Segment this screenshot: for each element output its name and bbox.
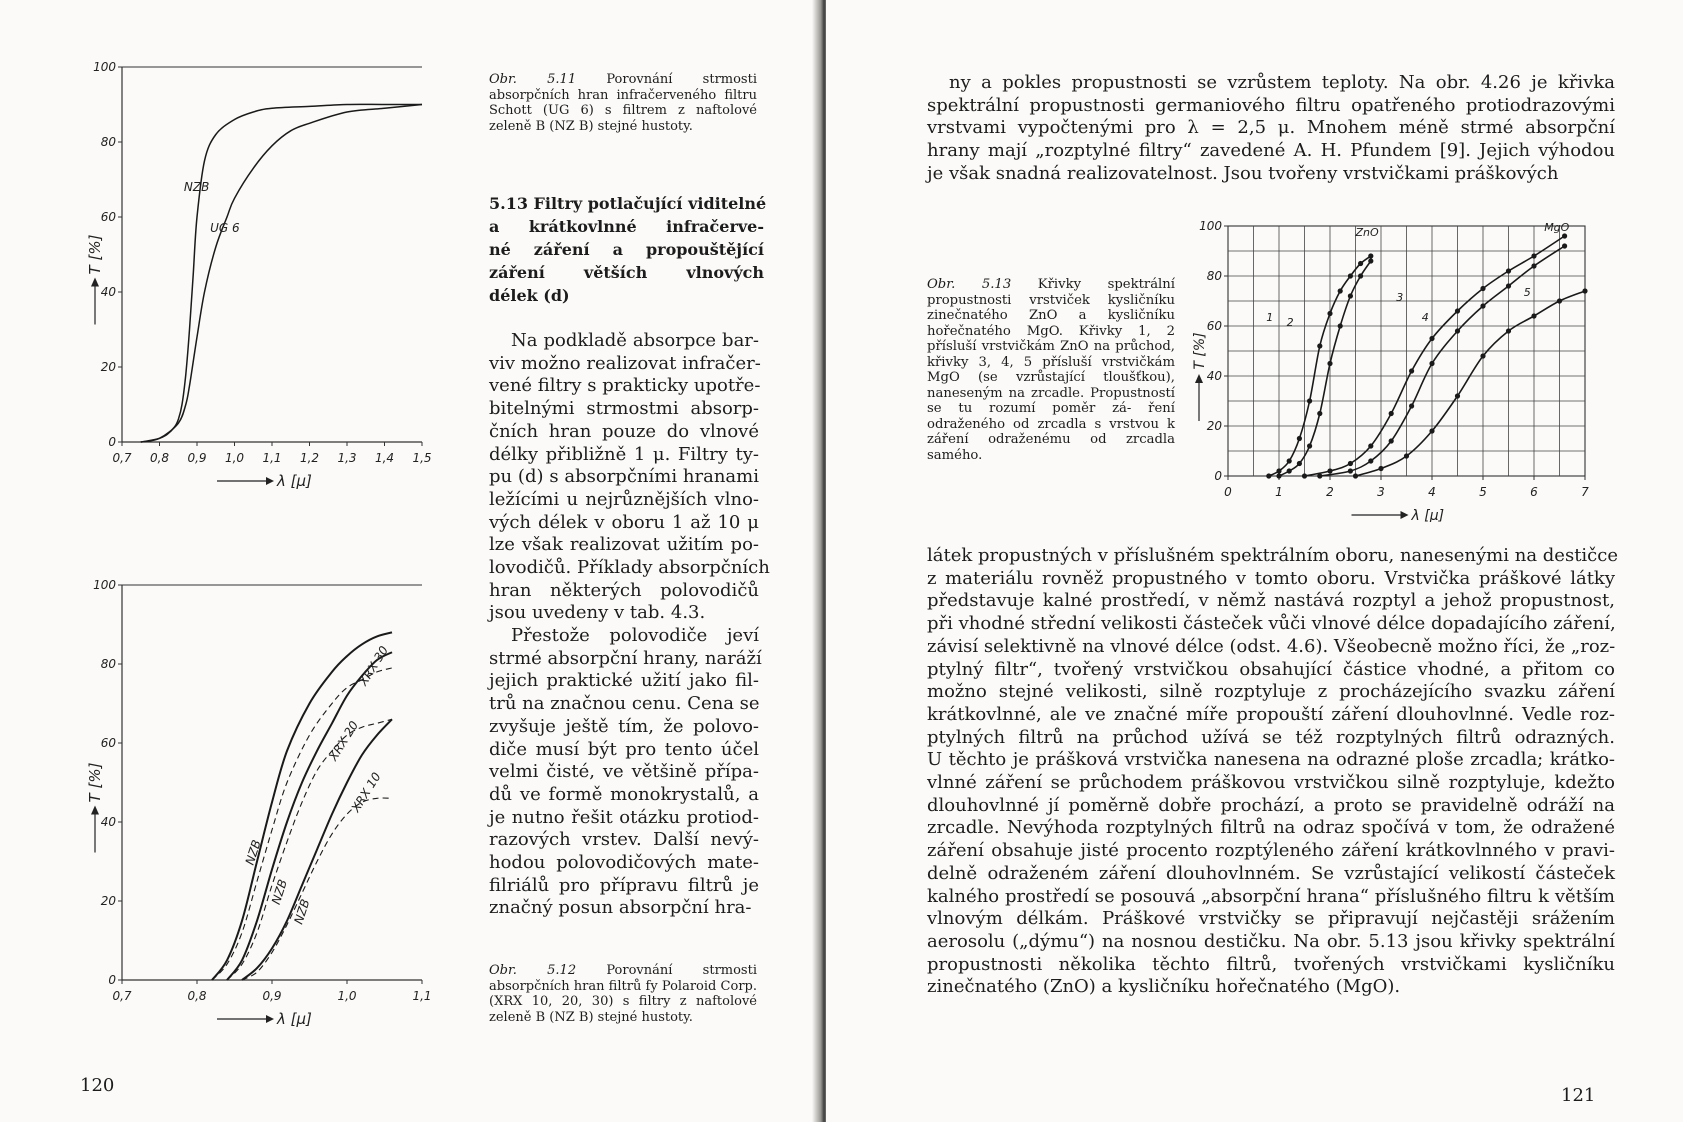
data-point xyxy=(1562,243,1567,248)
data-point xyxy=(1348,273,1353,278)
right-body-top xyxy=(927,72,1615,186)
data-point xyxy=(1353,473,1358,478)
y-tick-label: 0 xyxy=(1214,469,1222,483)
x-tick-label: 0,8 xyxy=(187,989,207,1003)
data-point xyxy=(1506,328,1511,333)
data-point xyxy=(1368,443,1373,448)
x-tick-label: 0,9 xyxy=(262,989,282,1003)
body-line: jsou uvedeny v tab. 4.3. xyxy=(489,602,706,624)
left-body-paragraph-2 xyxy=(489,625,762,920)
figure-5-12-caption-text: Porovnání strmosti absorpčních hran filtrů fy Polaroid Corp. (XRX 10, 20, 30) s filtry z naftolové zeleně B (NZ B) stejné hustoty. xyxy=(489,963,757,1025)
data-point xyxy=(1506,268,1511,273)
y-tick-label: 40 xyxy=(100,815,116,829)
data-point xyxy=(1266,473,1271,478)
section-heading xyxy=(489,192,767,307)
body-line: dů ve formě monokrystalů, a xyxy=(489,783,759,805)
x-tick-label: 1,2 xyxy=(299,451,320,465)
data-point xyxy=(1276,468,1281,473)
body-line: bitelnými strmostmi absorp- xyxy=(489,398,759,420)
x-tick-label: 0,7 xyxy=(112,451,132,465)
series-line-1 xyxy=(1279,261,1371,476)
curve-label-6: 5 xyxy=(1523,286,1531,299)
data-point xyxy=(1348,293,1353,298)
data-point xyxy=(1409,403,1414,408)
data-point xyxy=(1389,411,1394,416)
x-tick-label: 1,1 xyxy=(262,451,282,465)
x-tick-label: 3 xyxy=(1377,485,1385,499)
body-line: vlnovým délkám. Práškové vrstvičky se připravují nejčastěji srážením xyxy=(927,908,1615,930)
y-tick-label: 60 xyxy=(100,210,116,224)
y-tick-label: 100 xyxy=(93,578,116,592)
data-point xyxy=(1404,453,1409,458)
series-line-2 xyxy=(227,652,392,980)
x-tick-label: 1,4 xyxy=(374,451,395,465)
data-point xyxy=(1287,468,1292,473)
y-tick-label: 0 xyxy=(108,973,116,987)
body-line: závisí selektivně na vlnové délce (odst. 4.6). Všeobecně možno říci, že „roz- xyxy=(927,635,1616,657)
data-point xyxy=(1358,273,1363,278)
curve-label-4: 3 xyxy=(1396,291,1404,304)
body-line: látek propustných v příslušném spektrálním oboru, nanesenými na destičce xyxy=(927,545,1618,566)
x-tick-label: 1,5 xyxy=(412,451,432,465)
x-tick-label: 4 xyxy=(1428,485,1436,499)
data-point xyxy=(1455,393,1460,398)
y-tick-label: 80 xyxy=(1206,269,1222,283)
x-tick-label: 1,0 xyxy=(337,989,357,1003)
x-axis-arrowhead xyxy=(266,1015,274,1023)
data-point xyxy=(1297,461,1302,466)
x-tick-label: 6 xyxy=(1530,485,1538,499)
series-line-0 xyxy=(141,104,422,442)
data-point xyxy=(1287,458,1292,463)
figure-5-11-label: Obr. 5.11 xyxy=(489,72,577,87)
body-line: při vhodné střední velikosti částeček vůči vlnové délce dopadajícího záření, xyxy=(927,613,1616,635)
body-line: Na podkladě absorpce bar- xyxy=(511,330,759,351)
data-point xyxy=(1531,253,1536,258)
body-line: delně odraženém záření dlouhovlnném. Se vzrůstající velikostí částeček xyxy=(927,862,1615,884)
body-line: zrcadle. Nevýhoda rozptylných filtrů na odraz spočívá v tom, že odražené xyxy=(927,817,1615,839)
section-heading-line: délek (d) xyxy=(489,286,570,305)
body-line: hran některých polovodičů xyxy=(489,579,759,601)
data-point xyxy=(1327,311,1332,316)
data-point xyxy=(1317,473,1322,478)
data-point xyxy=(1531,313,1536,318)
y-tick-label: 40 xyxy=(1206,369,1222,383)
curve-label-0: XRX 30 xyxy=(356,643,392,689)
curve-label-3: NZB xyxy=(242,838,264,867)
body-line: délky přibližně 1 μ. Filtry ty- xyxy=(489,443,759,465)
y-axis-arrowhead xyxy=(91,278,99,287)
x-axis-arrowhead xyxy=(266,477,274,485)
body-line: trů na značnou cenu. Cena se xyxy=(489,693,760,715)
data-point xyxy=(1368,253,1373,258)
x-tick-label: 7 xyxy=(1581,485,1589,499)
data-point xyxy=(1327,468,1332,473)
curve-label-5: 4 xyxy=(1421,311,1429,324)
y-axis-arrowhead xyxy=(91,806,99,815)
body-line: spektrální propustnosti germaniového filtru opatřeného protiodrazovými xyxy=(927,94,1615,116)
figure-5-12-caption xyxy=(489,963,757,1025)
page-number-right: 121 xyxy=(1561,1085,1596,1106)
y-axis-label: T [%] xyxy=(1192,332,1208,370)
data-point xyxy=(1307,398,1312,403)
body-line: razových vrstev. Další nevý- xyxy=(489,829,759,851)
page-number-left: 120 xyxy=(80,1075,115,1096)
x-tick-label: 0,9 xyxy=(187,451,207,465)
body-line: hodou polovodičových mate- xyxy=(489,852,759,874)
curve-label-0: ZnO xyxy=(1355,226,1379,239)
body-line: kalného prostředí se posouvá „absorpční hrana“ příslušného filtru k větším xyxy=(927,885,1615,907)
y-tick-label: 20 xyxy=(100,894,116,908)
data-point xyxy=(1455,328,1460,333)
body-line: pu (d) s absorpčními hranami xyxy=(489,466,759,488)
data-point xyxy=(1582,288,1587,293)
data-point xyxy=(1302,473,1307,478)
body-line: záření obsahuje jisté procento rozptýleného záření krátkovlnného v pravi- xyxy=(927,840,1615,862)
body-line: viv možno realizovat infračer- xyxy=(489,352,761,374)
data-point xyxy=(1348,461,1353,466)
data-point xyxy=(1506,283,1511,288)
left-page xyxy=(0,0,820,1122)
data-point xyxy=(1307,443,1312,448)
body-line: možno stejné velikosti, silně rozptyluje z procházejícího svazku záření xyxy=(927,681,1615,703)
data-point xyxy=(1429,361,1434,366)
data-point xyxy=(1429,336,1434,341)
data-point xyxy=(1409,368,1414,373)
data-point xyxy=(1455,308,1460,313)
curve-label-3: 2 xyxy=(1286,316,1294,329)
curve-label-2: 1 xyxy=(1266,311,1274,324)
data-point xyxy=(1368,458,1373,463)
data-point xyxy=(1358,261,1363,266)
body-line: U těchto je prášková vrstvička nanesena na odrazné ploše zrcadla; krátko- xyxy=(927,749,1615,771)
figure-5-12 xyxy=(80,575,480,1045)
figure-5-11-caption xyxy=(489,72,757,134)
body-line: z materiálu rovněž propustného v tomto oboru. Vrstvička práškové látky xyxy=(927,567,1615,589)
body-line: velmi čisté, ve většině přípa- xyxy=(489,761,759,783)
figure-5-13-caption xyxy=(927,277,1175,463)
data-point xyxy=(1557,298,1562,303)
body-line: diče musí být pro tento účel xyxy=(489,738,759,760)
x-axis-arrowhead xyxy=(1401,511,1409,519)
x-tick-label: 1,0 xyxy=(224,451,245,465)
data-point xyxy=(1368,258,1373,263)
y-tick-label: 80 xyxy=(100,657,116,671)
data-point xyxy=(1276,473,1281,478)
right-page xyxy=(826,0,1683,1122)
curve-label-4: NZB xyxy=(268,877,291,907)
curve-label-ug6: UG 6 xyxy=(210,221,240,235)
data-point xyxy=(1297,436,1302,441)
series-line-5 xyxy=(242,798,392,980)
body-line: ptylný filtr“, tvořený vrstvičkou obsahující částice vhodné, a přitom co xyxy=(927,658,1615,680)
data-point xyxy=(1338,288,1343,293)
body-line: krátkovlnné, ale ve značné míře propouští záření dlouhovlnné. Vedle roz- xyxy=(927,703,1615,725)
y-tick-label: 100 xyxy=(1199,219,1222,233)
body-line: značný posun absorpční hra- xyxy=(489,897,752,919)
y-tick-label: 20 xyxy=(100,360,116,374)
body-line: představuje kalné prostředí, v němž nastává rozptyl a jehož propustnost, xyxy=(927,590,1615,612)
body-line: čních hran pouze do vlnové xyxy=(489,420,759,442)
body-line: propustnosti několika těchto filtrů, tvořených vrstvičkami kysličníku xyxy=(927,953,1615,975)
y-tick-label: 0 xyxy=(108,435,116,449)
data-point xyxy=(1317,343,1322,348)
body-line: vené filtry s prakticky upotře- xyxy=(489,375,761,397)
x-tick-label: 1,1 xyxy=(412,989,432,1003)
section-heading-line: 5.13 Filtry potlačující viditelné xyxy=(489,194,767,213)
data-point xyxy=(1480,353,1485,358)
body-line: jejich praktické užití jako fil- xyxy=(489,670,759,692)
figure-5-13-label: Obr. 5.13 xyxy=(927,277,1012,292)
section-heading-line: a krátkovlnné infračerve- xyxy=(489,217,764,236)
body-line: zinečnatého (ZnO) a kysličníku hořečnatého (MgO). xyxy=(927,976,1401,998)
series-line-1 xyxy=(141,105,422,443)
figure-5-12-label: Obr. 5.12 xyxy=(489,963,577,978)
series-line-4 xyxy=(242,719,392,980)
data-point xyxy=(1480,286,1485,291)
body-line: Přestože polovodiče jeví xyxy=(511,625,759,646)
curve-label-5: NZB xyxy=(291,897,313,926)
body-line: ležícími u nejrůznějších vlno- xyxy=(489,488,759,510)
x-tick-label: 0,8 xyxy=(149,451,170,465)
body-line: vlnné záření se průchodem práškovou vrstvičkou silně rozptyluje, kdežto xyxy=(927,772,1615,794)
section-heading-line: záření větších vlnových xyxy=(489,263,764,282)
body-line: vých délek v oboru 1 až 10 μ xyxy=(489,511,759,533)
curve-label-1: MgO xyxy=(1544,221,1570,234)
y-tick-label: 60 xyxy=(100,736,116,750)
data-point xyxy=(1378,466,1383,471)
x-axis-label: λ [μ] xyxy=(277,1010,312,1028)
body-line: zvyšuje ještě tím, že polovo- xyxy=(489,715,759,737)
y-tick-label: 100 xyxy=(93,60,116,74)
x-tick-label: 0,7 xyxy=(112,989,132,1003)
body-line: aerosolu („dýmu“) na nosnou destičku. Na obr. 5.13 jsou křivky spektrální xyxy=(927,930,1615,952)
data-point xyxy=(1338,323,1343,328)
curve-label-2: XRX 10 xyxy=(348,769,384,815)
data-point xyxy=(1327,361,1332,366)
x-tick-label: 1 xyxy=(1275,485,1283,499)
x-axis-label: λ [μ] xyxy=(277,472,312,490)
y-tick-label: 80 xyxy=(100,135,116,149)
section-heading-line: né záření a propouštějící xyxy=(489,240,764,259)
body-line: hrany mají „rozptylné filtry“ zavedené A. H. Pfundem [9]. Jejich výhodou xyxy=(927,140,1615,162)
data-point xyxy=(1429,428,1434,433)
y-tick-label: 40 xyxy=(100,285,116,299)
curve-label-nzb: NZB xyxy=(183,179,210,194)
data-point xyxy=(1317,411,1322,416)
figure-5-13-caption-text: Křivky spektrální propustnosti vrstviček kysličníku zinečnatého ZnO a kysličníku hořečnatého MgO. Křivky 1, 2 přísluší vrstvičkám ZnO na průchod, křivky 3, 4, 5 přísluší vrstvičkám MgO (se vzrůstající tloušťkou), naneseným na zrcadle. Propustností se tu rozumí poměr zá- ření odraženého od zrcadla s vrstvou k záření odraženému od zrcadla samého. xyxy=(927,277,1175,463)
data-point xyxy=(1348,468,1353,473)
body-line: strmé absorpční hrany, naráží xyxy=(489,647,762,669)
x-tick-label: 0 xyxy=(1224,485,1232,499)
body-line: ptylných filtrů na průchod užívá se též rozptylných filtrů odrazných. xyxy=(927,726,1615,748)
body-line: je však snadná realizovatelnost. Jsou tvořeny vrstvičkami práškových xyxy=(927,162,1559,184)
y-tick-label: 60 xyxy=(1206,319,1222,333)
body-line: lze však realizovat užitím po- xyxy=(489,534,759,556)
x-tick-label: 2 xyxy=(1326,485,1334,499)
figure-5-11 xyxy=(80,55,480,535)
data-point xyxy=(1389,438,1394,443)
data-point xyxy=(1531,263,1536,268)
y-axis-arrowhead xyxy=(1195,374,1203,383)
y-axis-label: T [%] xyxy=(86,762,104,803)
right-body-bottom xyxy=(927,545,1618,999)
body-line: ny a pokles propustnosti se vzrůstem teploty. Na obr. 4.26 je křivka xyxy=(949,72,1615,93)
figure-5-13 xyxy=(1188,212,1628,522)
figure-5-11-caption-text: Porovnání strmosti absorpčních hran infračerveného filtru Schott (UG 6) s filtrem z naftolové zeleně B (NZ B) stejné hustoty. xyxy=(489,72,757,134)
data-point xyxy=(1480,303,1485,308)
left-body-paragraph-1 xyxy=(489,330,770,625)
body-line: lovodičů. Příklady absorpčních xyxy=(489,557,770,579)
x-tick-label: 1,3 xyxy=(337,451,357,465)
body-line: filriálů pro přípravu filtrů je xyxy=(489,874,759,896)
x-axis-label: λ [μ] xyxy=(1411,508,1445,522)
body-line: vrstvami vypočtenými pro λ = 2,5 μ. Mnohem méně strmé absorpční xyxy=(927,117,1615,139)
y-tick-label: 20 xyxy=(1206,419,1222,433)
y-axis-label: T [%] xyxy=(86,234,104,275)
x-tick-label: 5 xyxy=(1479,485,1487,499)
body-line: je nutno řešit otázku protiod- xyxy=(489,806,759,828)
body-line: dlouhovlnné jí poměrně dobře prochází, a proto se pravidelně odráží na xyxy=(927,794,1615,816)
data-point xyxy=(1562,233,1567,238)
series-line-3 xyxy=(1320,246,1565,476)
curve-label-1: XRX 20 xyxy=(326,718,362,764)
